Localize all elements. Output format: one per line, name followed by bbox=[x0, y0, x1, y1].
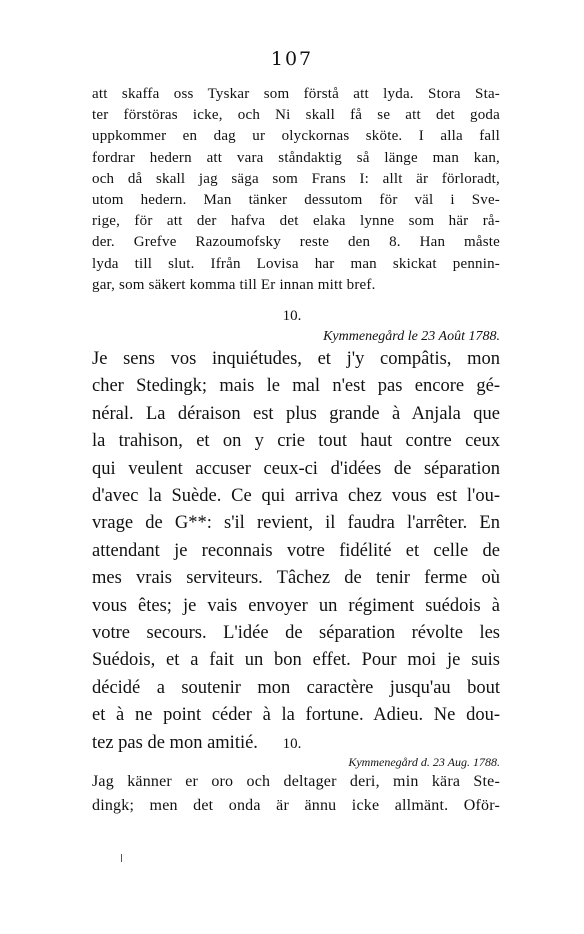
letter-number: 10. bbox=[282, 736, 302, 752]
text-line: lyda till slut. Ifrån Lovisa har man skickat pennin- bbox=[92, 255, 500, 272]
text-line: attendant je reconnais votre fidélité et celle de bbox=[92, 540, 500, 561]
text-line: Jag känner er oro och deltager deri, min kära Ste- bbox=[92, 773, 500, 790]
text-line: cher Stedingk; mais le mal n'est pas encore gé- bbox=[92, 376, 500, 397]
text-line: votre secours. L'idée de séparation révolte les bbox=[92, 623, 500, 644]
letter-dateline: Kymmenegård le 23 Août 1788. bbox=[323, 329, 500, 344]
text-line: der. Grefve Razoumofsky reste den 8. Han måste bbox=[92, 234, 500, 251]
text-line: la trahison, et on y crie tout haut contre ceux bbox=[92, 431, 500, 452]
text-line: att skaffa oss Tyskar som förstå att lyda. Stora Sta- bbox=[92, 86, 500, 102]
swedish-letter-body bbox=[92, 770, 500, 818]
text-line: et à ne point céder à la fortune. Adieu. Ne dou- bbox=[92, 705, 500, 726]
letter-number: 10. bbox=[282, 308, 302, 324]
text-line: mes vrais serviteurs. Tâchez de tenir ferme où bbox=[92, 568, 500, 589]
text-line: Je sens vos inquiétudes, et j'y compâtis, mon bbox=[92, 349, 500, 369]
text-line: d'avec la Suède. Ce qui arriva chez vous est l'ou- bbox=[92, 486, 500, 507]
text-line: tez pas de mon amitié. bbox=[92, 732, 258, 753]
text-line: gar, som säkert komma till Er innan mitt bref. bbox=[92, 276, 376, 293]
text-line: utom hedern. Man tänker dessutom för väl i Sve- bbox=[92, 192, 500, 209]
french-letter-body bbox=[92, 346, 500, 757]
text-line: rige, för att der hafva det elaka lynne som här rå- bbox=[92, 213, 500, 230]
text-line: qui veulent accuser ceux-ci d'idées de séparation bbox=[92, 458, 500, 479]
text-line: Suédois, et a fait un bon effet. Pour moi je suis bbox=[92, 650, 500, 671]
text-line: och då skall jag säga som Frans I: allt är förloradt, bbox=[92, 170, 500, 187]
text-line: vous êtes; je vais envoyer un régiment suédois à bbox=[92, 595, 500, 616]
text-line: ter förstöras icke, och Ni skall få se att det goda bbox=[92, 107, 500, 124]
swedish-paragraph-continued bbox=[92, 84, 500, 296]
text-line: décidé a soutenir mon caractère jusqu'au bout bbox=[92, 677, 500, 698]
print-speck bbox=[121, 854, 122, 862]
text-line: vrage de G**: s'il revient, il faudra l'arrêter. En bbox=[92, 513, 500, 534]
text-line: dingk; men det onda är ännu icke allmänt. Oför- bbox=[92, 797, 500, 814]
page-number: 107 bbox=[270, 48, 314, 70]
text-line: néral. La déraison est plus grande à Anjala que bbox=[92, 403, 500, 424]
letter-dateline: Kymmenegård d. 23 Aug. 1788. bbox=[348, 755, 500, 769]
text-line: uppkommer en dag ur olyckornas sköte. I alla fall bbox=[92, 128, 500, 145]
text-line: fordrar hedern att vara ståndaktig så länge man kan, bbox=[92, 149, 500, 166]
